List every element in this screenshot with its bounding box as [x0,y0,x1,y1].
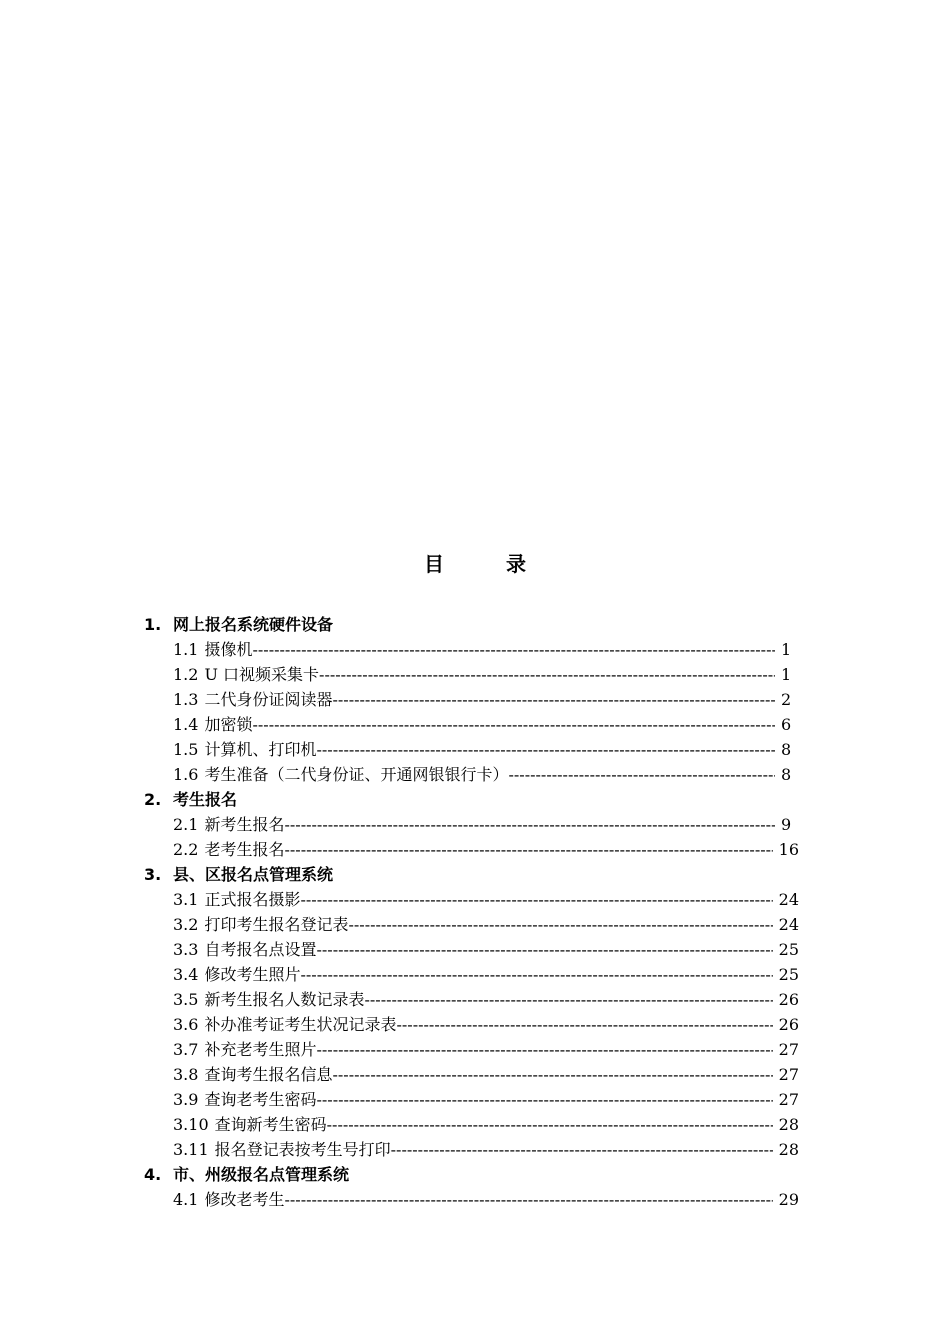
toc-entry-1-6[interactable] [173,762,799,787]
entry-label: 修改考生照片 [204,965,301,984]
entry-number: 3.10 [173,1115,209,1134]
toc-entry-3-5[interactable] [173,987,799,1012]
entry-label: 修改老考生 [204,1190,285,1209]
dot-leader [319,662,775,687]
entry-label: 查询老考生密码 [204,1090,317,1109]
section-label: 网上报名系统硬件设备 [173,615,334,634]
dot-leader [252,637,775,662]
entry-page-number: 24 [778,915,799,934]
entry-number: 3.9 [173,1090,199,1109]
entry-number: 3.4 [173,965,199,984]
toc-entry-2-2[interactable] [173,837,799,862]
entry-number: 3.8 [173,1065,199,1084]
dot-leader [364,987,772,1012]
toc-entry-1-4[interactable] [173,712,799,737]
toc-entry-3-10[interactable] [173,1112,799,1137]
dot-leader [332,1062,772,1087]
entry-label: 正式报名摄影 [204,890,301,909]
entry-page-number: 24 [778,890,799,909]
dot-leader [284,812,775,837]
dot-leader [284,1187,772,1212]
toc-entry-1-2[interactable] [173,662,799,687]
toc-title-right: 录 [506,552,526,576]
entry-label: 考生准备（二代身份证、开通网银银行卡） [204,765,509,784]
entry-number: 3.6 [173,1015,199,1034]
toc-title-left: 目 [424,552,444,576]
toc-title [0,548,950,577]
entry-number: 1.6 [173,765,199,784]
entry-label: 计算机、打印机 [204,740,317,759]
dot-leader [316,737,775,762]
toc-entry-3-8[interactable] [173,1062,799,1087]
toc-section-2[interactable] [144,787,799,812]
entry-label: 新考生报名人数记录表 [204,990,365,1009]
entry-label: 查询考生报名信息 [204,1065,333,1084]
entry-label: U 口视频采集卡 [204,665,320,684]
entry-page-number: 2 [781,690,792,709]
section-number: 4. [144,1165,162,1184]
entry-page-number: 25 [778,965,799,984]
dot-leader [316,1037,772,1062]
entry-label: 补充老考生照片 [204,1040,317,1059]
dot-leader [252,712,775,737]
section-number: 3. [144,865,162,884]
entry-page-number: 28 [778,1115,799,1134]
dot-leader [300,962,772,987]
entry-page-number: 26 [778,1015,799,1034]
entry-number: 1.3 [173,690,199,709]
entry-page-number: 1 [781,640,792,659]
entry-page-number: 29 [778,1190,799,1209]
entry-number: 1.1 [173,640,199,659]
entry-page-number: 25 [778,940,799,959]
entry-page-number: 9 [781,815,792,834]
table-of-contents [144,612,799,1212]
toc-section-1[interactable] [144,612,799,637]
entry-number: 3.7 [173,1040,199,1059]
dot-leader [332,687,775,712]
toc-entry-1-5[interactable] [173,737,799,762]
toc-entry-1-3[interactable] [173,687,799,712]
entry-page-number: 8 [781,740,792,759]
entry-page-number: 16 [778,840,799,859]
section-label: 考生报名 [173,790,238,809]
entry-number: 1.5 [173,740,199,759]
entry-number: 3.5 [173,990,199,1009]
section-label: 市、州级报名点管理系统 [173,1165,350,1184]
toc-entry-3-9[interactable] [173,1087,799,1112]
entry-number: 2.2 [173,840,199,859]
entry-number: 3.2 [173,915,199,934]
entry-number: 2.1 [173,815,199,834]
entry-label: 新考生报名 [204,815,285,834]
dot-leader [316,937,772,962]
section-number: 2. [144,790,162,809]
dot-leader [284,837,772,862]
toc-entry-3-6[interactable] [173,1012,799,1037]
toc-entry-1-1[interactable] [173,637,799,662]
entry-label: 报名登记表按考生号打印 [214,1140,391,1159]
entry-page-number: 27 [778,1040,799,1059]
entry-number: 3.1 [173,890,199,909]
toc-entry-3-3[interactable] [173,937,799,962]
dot-leader [300,887,772,912]
entry-page-number: 1 [781,665,792,684]
section-number: 1. [144,615,162,634]
entry-number: 1.4 [173,715,199,734]
entry-page-number: 6 [781,715,792,734]
toc-entry-3-4[interactable] [173,962,799,987]
toc-entry-3-11[interactable] [173,1137,799,1162]
dot-leader [508,762,775,787]
entry-page-number: 8 [781,765,792,784]
entry-page-number: 27 [778,1065,799,1084]
toc-section-4[interactable] [144,1162,799,1187]
entry-number: 4.1 [173,1190,199,1209]
toc-entry-3-7[interactable] [173,1037,799,1062]
entry-page-number: 26 [778,990,799,1009]
dot-leader [327,1112,773,1137]
dot-leader [348,912,772,937]
entry-label: 查询新考生密码 [214,1115,327,1134]
entry-label: 老考生报名 [204,840,285,859]
entry-label: 二代身份证阅读器 [204,690,333,709]
toc-entry-3-2[interactable] [173,912,799,937]
entry-page-number: 28 [778,1140,799,1159]
entry-label: 摄像机 [204,640,253,659]
entry-label: 自考报名点设置 [204,940,317,959]
toc-entry-3-1[interactable] [173,887,799,912]
section-label: 县、区报名点管理系统 [173,865,334,884]
dot-leader [391,1137,773,1162]
entry-number: 3.3 [173,940,199,959]
entry-page-number: 27 [778,1090,799,1109]
dot-leader [316,1087,772,1112]
entry-number: 1.2 [173,665,199,684]
entry-label: 加密锁 [204,715,253,734]
entry-number: 3.11 [173,1140,209,1159]
toc-section-3[interactable] [144,862,799,887]
toc-entry-2-1[interactable] [173,812,799,837]
dot-leader [396,1012,772,1037]
toc-entry-4-1[interactable] [173,1187,799,1212]
entry-label: 打印考生报名登记表 [204,915,349,934]
entry-label: 补办准考证考生状况记录表 [204,1015,397,1034]
